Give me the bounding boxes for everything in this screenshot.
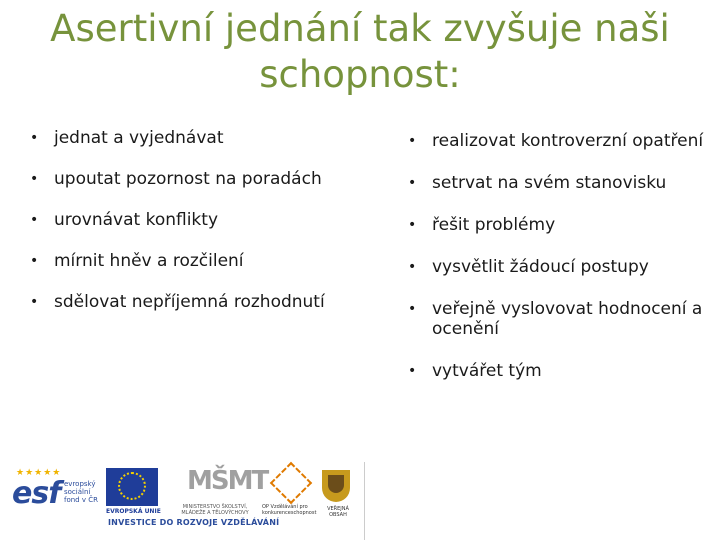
eu-stars-ring-icon (118, 472, 146, 500)
op-logo (262, 468, 317, 516)
list-item: • realizovat kontroverzní opatření (406, 131, 706, 151)
list-item: • veřejně vyslovovat hodnocení a ocenění (406, 299, 706, 339)
list-item: • jednat a vyjednávat (28, 128, 368, 148)
op-square-icon (270, 462, 312, 504)
msmt-text: MINISTERSTVO ŠKOLSTVÍ, MLÁDEŽE A TĚLOVÝCHOVY (181, 504, 249, 516)
esf-logo (12, 468, 100, 516)
footer-tagline: INVESTICE DO ROZVOJE VZDĚLÁVÁNÍ (108, 518, 280, 527)
list-item: • setrvat na svém stanovisku (406, 173, 706, 193)
crest-label: VEŘEJNÁ OBSAH (327, 506, 349, 518)
list-item: • vytvářet tým (406, 361, 706, 381)
divider (364, 462, 365, 540)
slide-title: Asertivní jednání tak zvyšuje naši schopnost: (50, 7, 670, 96)
right-bullet-list (406, 131, 706, 403)
crest-icon (322, 470, 350, 502)
footer-logos (0, 460, 365, 540)
eu-label: EVROPSKÁ UNIE (106, 508, 161, 515)
op-text: OP Vzdělávání pro konkurenceschopnost (262, 504, 317, 516)
esf-mark: esf (12, 476, 61, 511)
eu-flag-icon (106, 468, 158, 506)
list-item: • sdělovat nepříjemná rozhodnutí (28, 292, 368, 312)
esf-text: evropský sociální fond v ČR (64, 480, 98, 504)
list-item: • vysvětlit žádoucí postupy (406, 257, 706, 277)
msmt-mark: MŠMT (187, 466, 268, 496)
list-item: • řešit problémy (406, 215, 706, 235)
esf-stars-icon: ★★★★★ (16, 468, 62, 478)
list-item: • upoutat pozornost na poradách (28, 169, 368, 189)
msmt-logo (175, 466, 268, 516)
list-item: • mírnit hněv a rozčilení (28, 251, 368, 271)
left-bullet-list (28, 128, 368, 333)
list-item: • urovnávat konflikty (28, 210, 368, 230)
